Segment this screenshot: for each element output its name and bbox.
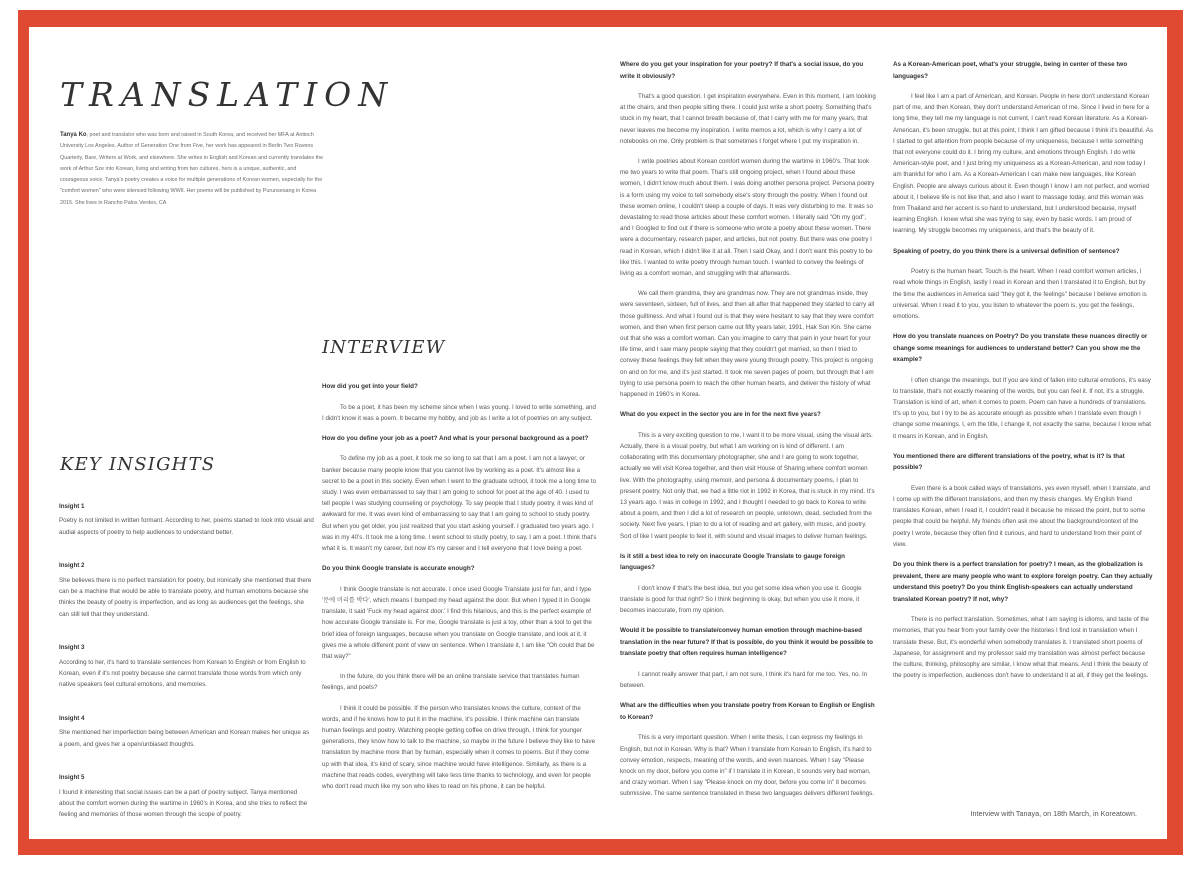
interview-answer: That's a good question. I get inspiration everywhere. Even in this moment, I am looking at the chairs, and then people sitting there. I could just write a short poetry. Something that's stuck in my heart, that I cannot breath because of, that I carry with me for many years, that never leaves me become my inspiration. I write memos a lot, which is why I carry a lot of notebooks on me. Only problem is that sometimes I forget where I put my inspiration in. [620, 93, 876, 145]
interview-question: How do you translate nuances on Poetry? Do you translate these nuances directly or change some meanings for audiences to understand better? Can you show me the example? [893, 333, 1148, 364]
interview-question: Speaking of poetry, do you think there is a universal definition of sentence? [893, 247, 1120, 255]
insights-list [59, 501, 314, 821]
insight-title: Insight 1 [59, 503, 85, 510]
interview-column-3 [893, 59, 1153, 690]
bio-text: , poet and translator who was born and raised in South Korea, and received her MFA at Antioch University Los Angeles. Author of Generation One from Five, her work has appeared in Berlin Two Ravens Quarterly, Bare, Writers at Work, and elsewhere. She writes in English and Korean and currently translates the work of Arthur Sze into Korean, living and writing from two cultures, hers is a unique, authentic, and courageous voice. Tanya's poetry creates a voice for multiple generations of Korean women, especially for the "comfort women" who were silenced following WWII. Her poems will be published by Purunsesang in Korea 2015. She lives in Rancho Palos Verdes, CA [60, 132, 324, 206]
interview-question: As a Korean-American poet, what's your struggle, being in center of these two languages? [893, 61, 1128, 80]
interview-question: How did you get into your field? [322, 383, 418, 390]
insight-text: She believes there is no perfect translation for poetry, but ironically she mentioned that there can be a machine that would be able to translate poetry, and human emotions because she thinks the beauty of poetry is imperfection, and as long as audiences get the feelings, she can still tell that they understand. [59, 576, 312, 618]
page-title: TRANSLATION [60, 75, 395, 114]
interview-answer: This is a very exciting question to me, I want it to be more visual, using the visual arts. Actually, there is a visual poetry, but what I am working on is kind of different. I am collaborating with this documentary photographer, she and I are going to work together, actually we will visit Korea together, and then visit House of Sharing where comfort women live. With the photography, using memoir, and persona & documentary poems, I plan to present poetry. Not only that, we had a little riot in 1992 in Korea, that is stuck in my mind. It's 13 years ago. I was in college in 1992, and I thought I needed to go back to Korea to write about a poem, and then I did a lot of research on people, unknown, dead, secluded from the society. Next five years, I plan to do a lot of reading and art gallery, with music, and poetry. Sort of like I want people to feel it, with sound and visual images to deliver human feelings. [620, 431, 875, 540]
interview-answer: I think Google translate is not accurate. I once used Google Translate just for fun, and I type '문에 머리를 박다', which means I bumped my head against the door. But when I typed it in Google translate, it said 'Fuck my head against door.' I find this hilarious, and this is the perfect example of how accurate Google translate is. For me, Google translate is just a toy, other than a tool to get the brief idea of foreign languages, because when you translate on Google translate, and look at it, it gives me a whole different point of view on sentence. When I translate it, I am like "Oh could that be that way?" [322, 585, 595, 660]
interview-column-1 [322, 381, 597, 801]
interview-question: What are the difficulties when you translate poetry from Korean to English or English to Korean? [620, 702, 875, 721]
interview-question: Would it be possible to translate/convey human emotion through machine-based translation in the near future? If that is possible, do you think it would be possible to translate poetry that often requires human intelligence? [620, 627, 873, 658]
key-insights-heading: KEY INSIGHTS [60, 454, 216, 475]
insight-text: She mentioned her imperfection being between American and Korean makes her unique as a poem, and gives her a open/unbiased thoughts. [59, 729, 310, 748]
insight-title: Insight 4 [59, 714, 85, 722]
insight-text: According to her, it's hard to translate sentences from Korean to English or from English to Korean, even if it's not poetry because she cannot translate those words from which only native speakers feel cultural emotions, and memories. [59, 658, 306, 689]
insight-text: I found it interesting that social issues can be a part of poetry subject. Tanya mentioned about the comfort women during the wartime in 1960's in Korea, and she tries to reflect the feeling and memories of those women through the scope of poetry. [59, 788, 308, 819]
interview-answer: I write poetries about Korean comfort women during the wartime in 1960's. That took me two years to write that poem. That's still ongoing project, when I found about these women, I didn't know much about them. I was doing another persona project. Persona poetry is a form using my voice to tell somebody else's story through the poetry. When I found out these women online, I couldn't sleep a couple of days. It was very disturbing to me. It was so devastating to read those articles about these comfort women. I literally said "Oh my god", and I Googled to find out if there is someone who wrote a poetry about these women. There were a documentary, research paper, and articles, but not poetry. But there was one poetry I read in Korean, which I didn't like it at all. Then I said Okay, and I don't want this poetry to be like this. I wanted to write poetry through human touch. I wanted to convey the feelings of living as a comfort woman, and struggling with that afterwards. [620, 158, 875, 278]
interview-answer: This is a very important question. When I write thesis, I can express my feelings in English, but not in Korean. Why is that? When I translate from Korean to English, it's hard to convey emotion, respects, meaning of the words, and even nuances. When I say "Please knock on my door, before you come in" if I translate it in Korean, it sounds very bad woman, and crazy woman. When I say "Please knock on my door, before you come in" it becomes submissive. The same sentence translated in these two languages delivers different feelings. [620, 734, 874, 798]
interview-answer: In the future, do you think there will be an online translate service that translates human feelings, and poets? [322, 673, 580, 692]
insight-title: Insight 5 [59, 774, 85, 782]
interview-question: Do you think there is a perfect translation for poetry? I mean, as the globalization is prevalent, there are many people who want to explore foreign poetry. Can they actually understand this poetry? Do you think English-speakers can actually understand translated Korean poetry? If not, why? [893, 561, 1153, 603]
interview-question: Where do you get your inspiration for your poetry? If that's a social issue, do you write it obviously? [620, 61, 864, 80]
interview-answer: We call them grandma, they are grandmas now. They are not grandmas inside, they were seventeen, sixteen, full of lives, and then all after that happened they started to carry all those guiltiness. And what I found out is that they were hesitant to say that they were comfort women, and then when first person came out fifty years later, 1991, Hak Son Kin. She came out that she was a comfort woman. Can you imagine to carry that pain in your heart for your life time, and I saw many people saying that they couldn't get married, so then I tried to convey these feelings they felt when they were young through poetry. This project is ongoing on and on for me, and it's just started. It took me seven pages of poem, but through that I am trying to use persona poem to reach the other human hearts, and deliver the history of what happened in 1960's in Korea. [620, 290, 875, 399]
interview-answer: I don't know if that's the best idea, but you get some idea when you use it. Google translate is good for that right? So I think beginning is okay, but when you use it more, it becomes inaccurate, from my opinion. [620, 584, 862, 615]
interview-answer: I cannot really answer that part, I am not sure, I think it's hard for me too. Yes, no. In between. [620, 670, 868, 690]
insight-title: Insight 3 [59, 644, 85, 652]
interview-answer: There is no perfect translation. Sometimes, what I am saying is idioms, and taste of the memories, that you hear from your family over the histories I find lost in translation when I translate these. But, it's wonderful when somebody translates it. I translated short poems of Japanese, for assignment and my professor said my translation was almost perfect because the culture, thinking, philosophy are similar, I know what that means. And I think the beauty of the poetry is imperfection, audiences don't have to understand it at all, if they get the feelings. [893, 616, 1149, 680]
interview-question: Is it still a best idea to rely on inaccurate Google Translate to gauge foreign languages? [620, 552, 845, 572]
interview-column-2 [620, 59, 878, 809]
interview-signoff: Interview with Tanaya, on 18th March, in Koreatown. [970, 809, 1137, 818]
author-bio [60, 130, 325, 209]
interview-answer: Even there is a book called ways of translations, yes even myself, when I translate, and I come up with the different translations, and then my thesis changes. My English friend translates Korean, when I read it, I couldn't read it because he missed the point, but to some people that could be helpful. My friends often ask me about the background/context of the poetry I wrote, because they often find it curious, and hard to understand from their point of view. [893, 484, 1151, 548]
interview-question: You mentioned there are different translations of the poetry, what is it? Is that possible? [893, 452, 1125, 472]
insight-text: Poetry is not limited in written formant. According to her, poems started to look into visual and audial aspects of poetry to help audiences to understand better. [59, 517, 314, 536]
interview-question: Do you think Google translate is accurate enough? [322, 565, 475, 573]
page-border [18, 10, 1183, 855]
interview-answer: I think it could be possible. If the person who translates knows the culture, context of the words, and if he knows how to put it in the machine, it's possible. I think machine can translate human feelings and poetry. Watching people getting coffee on drive through, I think for younger generations, they know how to talk to the machine, so maybe in the future I believe they like to have translation by machine more than by human, especially when it comes to poems. But if they come up with that idea, it's kind of scary, since machine would have intelligence. Similarly, as there is a machine that reads codes, everything will take less time thanks to technology, and even for people who don't read much like my son who likes to read on his phone, it can be helpful. [322, 704, 596, 790]
interview-answer: To define my job as a poet, it took me so long to sat that I am a poet. I am not a lawyer, or banker because many people know that you cannot live by working as a poet. It's almost like a secret to be a poet in this society. Even when I went to the graduate school, it took me a long time to study. I was even embarrassed to say that I am going to school for poet at the age of 40. I used to tell people I was studying counseling or psychology. To say people that I study poetry, it was kind of awkward for me. It was even kind of embarrassing to say that I am going to school to study poetry. But when you get older, you just realized that you start asking yourself. I graduated two years ago. I was in my 40's. It took me a long time. I went school to study poetry, to say, I am a poet. I think that's what it is. It wasn't my career, but now it's my career and I tell everyone that I love being a poet. [322, 455, 597, 553]
interview-answer: Poetry is the human heart. Touch is the heart. When I read comfort women articles, I read whole things in English, lastly I read in Korean and then I translated it to English, but by the time the audiences in America said "they got it, the feelings" because I believe emotion is universal. When I read it to you, you listen to whatever the poem is, you get the feelings, emotions. [893, 268, 1147, 320]
insight-title: Insight 2 [59, 562, 85, 570]
bio-name: Tanya Ko [60, 132, 87, 138]
interview-question: What do you expect in the sector you are in for the next five years? [620, 411, 821, 419]
document-sheet [29, 27, 1167, 839]
interview-question: How do you define your job as a poet? And what is your personal background as a poet? [322, 434, 589, 442]
interview-answer: I feel like I am a part of American, and Korean. People in here don't understand Korean part of me, and then Korean, they don't understand American of me. Since I lived in here for a long time, they tell me my language is not current, I can't read Korean literature. As a Korean-American, it's been struggle, but at this point, I think I am gifted because I think it's beautiful. As I started to get attention from people because of my uniqueness, because I write something that not everyone could do it. I bring my culture, and emotions through English. I do write American-style poet, and I just bring my uniqueness as a Korean-American, and now today I am thankful for who I am. As a Korean-American I can make new languages, like Korean English. People are always curious about it. Even though I know I am not perfect, and worried about it, I believe life is not like that, and also I want to massage today, and this woman was from Thailand and her accent is so hard to understand, but I understood because, myself learning English. I knew what she was trying to say, even by basic words. I am proud of learning. My struggle becomes my uniqueness, and that's the beauty of it. [893, 93, 1153, 235]
interview-answer: To be a poet, it has been my scheme since when I was young. I loved to write something, and I didn't know it was a poem. It became my hobby, and job as I write a lot of poetries on any subject. [322, 403, 596, 422]
interview-heading: INTERVIEW [322, 337, 446, 358]
interview-answer: I often change the meanings, but If you are kind of fallen into cultural emotions, it's easy to translate, that's not exactly meaning of the words, but you can feel it. If not, it's a struggle. Translation is kind of art, when it comes to poem. Poem can have a hundreds of translations. It's up to you, but I try to be as accurate enough as possible when I translate even though I change some meanings. I, em the title, I change it, not exactly the same, because I know what it means in Korean, and in English. [893, 376, 1151, 440]
